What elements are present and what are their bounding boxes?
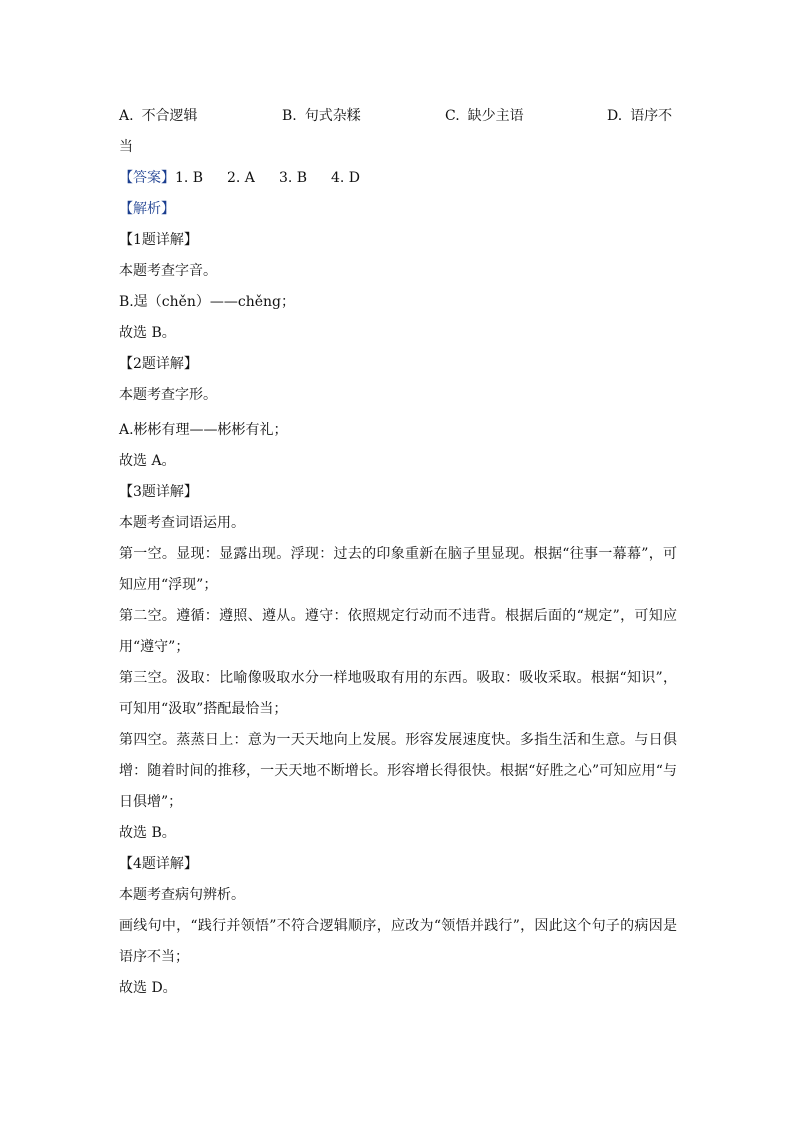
- section-3-line: 本题考查词语运用。: [119, 515, 245, 531]
- section-3-line: 故选 B。: [119, 825, 176, 841]
- section-3-paragraph: 第二空。遵循：遵照、遵从。遵守：依照规定行动而不违背。根据后面的“规定”，可知应用“遵守”；: [119, 608, 677, 655]
- option-d: D. 语序不: [607, 108, 673, 124]
- option-b: B. 句式杂糅: [282, 108, 361, 124]
- section-4-line: 故选 D。: [119, 980, 177, 996]
- answer-item: 2. A: [227, 170, 255, 186]
- section-1-line: 故选 B。: [119, 325, 176, 341]
- section-4-paragraph: 画线句中，“践行并领悟”不符合逻辑顺序，应改为“领悟并践行”，因此这个句子的病因是语序不当；: [119, 918, 677, 965]
- answer-item: 3. B: [279, 170, 308, 186]
- section-1-line: 本题考查字音。: [119, 263, 217, 279]
- section-2-line: 故选 A。: [119, 453, 176, 469]
- document-page: [119, 101, 679, 1004]
- section-2-line: A.彬彬有理——彬彬有礼；: [119, 422, 288, 438]
- section-4-heading: 【4题详解】: [119, 856, 198, 872]
- section-1-line: B.逞（chěn）——chěng；: [119, 294, 296, 310]
- section-3-heading: 【3题详解】: [119, 484, 198, 500]
- option-c: C. 缺少主语: [445, 108, 524, 124]
- section-1-heading: 【1题详解】: [119, 232, 198, 248]
- section-2-heading: 【2题详解】: [119, 356, 198, 372]
- section-3-paragraph: 第四空。蒸蒸日上：意为一天天地向上发展。形容发展速度快。多指生活和生意。与日俱增：随着时间的推移，一天天地不断增长。形容增长得很快。根据“好胜之心”可知应用“与日俱增”；: [119, 732, 677, 810]
- section-2-line: 本题考查字形。: [119, 387, 217, 403]
- options-row: [119, 101, 679, 132]
- answer-item: 4. D: [331, 170, 361, 186]
- answer-tag: 【答案】: [119, 170, 175, 186]
- section-4-line: 本题考查病句辨析。: [119, 887, 245, 903]
- section-3-paragraph: 第三空。汲取：比喻像吸取水分一样地吸取有用的东西。吸取：吸收采取。根据“知识”，可知用“汲取”搭配最恰当；: [119, 670, 677, 717]
- answer-item: 1. B: [175, 170, 204, 186]
- answer-row: [119, 163, 679, 194]
- option-d-wrap: 当: [119, 139, 133, 155]
- analysis-tag: 【解析】: [119, 201, 175, 217]
- section-3-paragraph: 第一空。显现：显露出现。浮现：过去的印象重新在脑子里显现。根据“往事一幕幕”，可知应用“浮现”；: [119, 546, 677, 593]
- option-a: A. 不合逻辑: [119, 108, 198, 124]
